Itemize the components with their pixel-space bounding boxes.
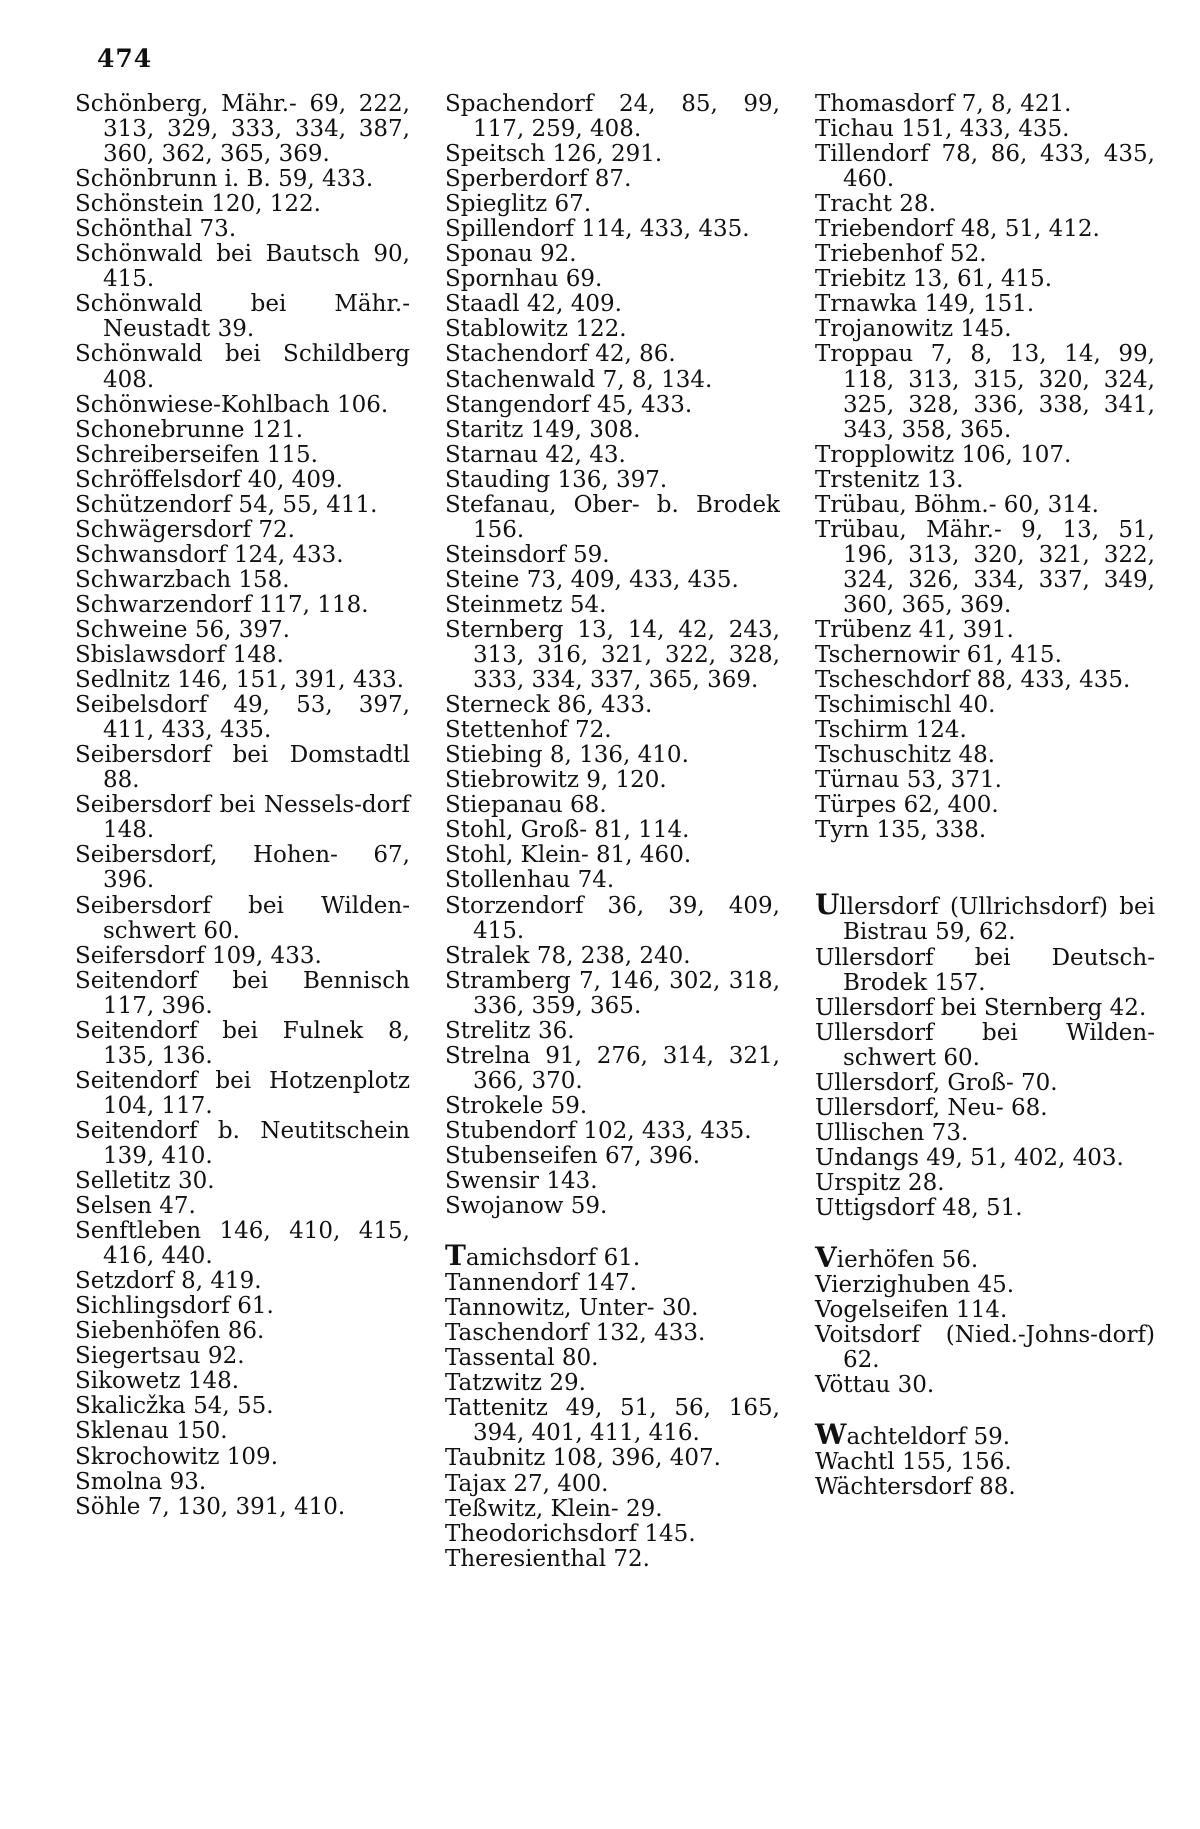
section-initial: W [815, 1418, 847, 1452]
index-entry: Teßwitz, Klein- 29. [445, 1495, 663, 1522]
index-entry: Setzdorf 8, 419. [75, 1268, 262, 1295]
index-entry: Ullersdorf, Groß- 70. [815, 1069, 1058, 1096]
index-entry: Schwarzbach 158. [75, 566, 290, 593]
index-entry: Seibersdorf bei Wilden-schwert 60. [75, 892, 410, 944]
index-entry: Strokele 59. [445, 1092, 588, 1119]
section-initial: U [815, 888, 840, 922]
index-entry: Stralek 78, 238, 240. [445, 942, 691, 969]
index-entry: Triebendorf 48, 51, 412. [815, 216, 1100, 243]
index-entry: Ullersdorf bei Deutsch-Brodek 157. [815, 944, 1155, 996]
index-entry: Vöttau 30. [815, 1372, 935, 1399]
index-entry: Türnau 53, 371. [815, 767, 1002, 794]
index-entry: Schönthal 73. [75, 216, 237, 243]
section-gap [815, 843, 1155, 868]
index-entry: Swojanow 59. [445, 1193, 608, 1220]
section-gap [815, 868, 1155, 893]
index-entry: Stefanau, Ober- b. Brodek 156. [445, 491, 780, 543]
index-entry: Undangs 49, 51, 402, 403. [815, 1144, 1124, 1171]
index-column-2 [445, 92, 780, 1572]
index-column-1 [75, 92, 410, 1520]
index-entry: Schröffelsdorf 40, 409. [75, 466, 343, 493]
section-gap [815, 1221, 1155, 1246]
index-entry: Selletitz 30. [75, 1168, 215, 1195]
index-entry: Taschendorf 132, 433. [445, 1320, 706, 1347]
index-entry: Schönwiese-Kohlbach 106. [75, 391, 389, 418]
index-entry: Wächtersdorf 88. [815, 1474, 1016, 1501]
index-entry: Tamichsdorf 61. [445, 1239, 641, 1273]
index-entry: Spillendorf 114, 433, 435. [445, 216, 750, 243]
index-entry: Ullischen 73. [815, 1119, 969, 1146]
index-entry: Trübenz 41, 391. [815, 616, 1014, 643]
index-entry: Stachendorf 42, 86. [445, 341, 676, 368]
index-entry: Seitendorf bei Bennisch 117, 396. [75, 967, 410, 1019]
index-entry: Ullersdorf bei Sternberg 42. [815, 994, 1147, 1021]
index-entry: Stiepanau 68. [445, 792, 607, 819]
index-column-3 [815, 92, 1155, 1500]
index-entry: Steinsdorf 59. [445, 541, 610, 568]
index-entry: Tattenitz 49, 51, 56, 165, 394, 401, 411, 416. [445, 1395, 780, 1447]
index-entry: Ullersdorf (Ullrichsdorf) bei Bistrau 59, 62. [815, 888, 1155, 946]
index-entry: Siebenhöfen 86. [75, 1318, 265, 1345]
index-entry: Tropplowitz 106, 107. [815, 441, 1072, 468]
index-entry: Sklenau 150. [75, 1418, 228, 1445]
index-entry: Tassental 80. [445, 1345, 599, 1372]
index-entry: Theodorichsdorf 145. [445, 1520, 696, 1547]
index-entry: Tracht 28. [815, 191, 936, 218]
index-entry: Stiebrowitz 9, 120. [445, 767, 667, 794]
index-entry: Stohl, Klein- 81, 460. [445, 842, 692, 869]
index-entry: Stohl, Groß- 81, 114. [445, 817, 690, 844]
index-entry: Seibersdorf bei Domstadtl 88. [75, 742, 410, 794]
index-entry: Swensir 143. [445, 1168, 598, 1195]
index-entry: Siegertsau 92. [75, 1343, 245, 1370]
index-entry: Sponau 92. [445, 241, 577, 268]
index-entry: Trnawka 149, 151. [815, 291, 1035, 318]
index-entry: Storzendorf 36, 39, 409, 415. [445, 892, 780, 944]
index-entry: Seitendorf bei Hotzenplotz 104, 117. [75, 1067, 410, 1119]
page-number: 474 [97, 44, 153, 73]
index-entry: Stiebing 8, 136, 410. [445, 742, 689, 769]
index-entry: Stachenwald 7, 8, 134. [445, 366, 713, 393]
index-entry: Tschimischl 40. [815, 692, 996, 719]
index-entry: Skalicžka 54, 55. [75, 1393, 274, 1420]
index-entry: Söhle 7, 130, 391, 410. [75, 1493, 346, 1520]
index-entry: Schonebrunne 121. [75, 416, 304, 443]
index-entry: Vierhöfen 56. [815, 1241, 979, 1275]
index-entry: Troppau 7, 8, 13, 14, 99, 118, 313, 315, 320, 324, 325, 328, 336, 338, 341, 343, 358, 365. [815, 341, 1155, 443]
index-entry: Schwägersdorf 72. [75, 516, 295, 543]
index-entry: Steine 73, 409, 433, 435. [445, 566, 739, 593]
index-entry: Schönstein 120, 122. [75, 191, 321, 218]
index-entry: Schönwald bei Schildberg 408. [75, 341, 410, 393]
index-entry: Stablowitz 122. [445, 316, 627, 343]
index-entry: Staritz 149, 308. [445, 416, 641, 443]
index-entry: Stollenhau 74. [445, 867, 615, 894]
index-entry: Tschernowir 61, 415. [815, 642, 1062, 669]
index-entry: Staadl 42, 409. [445, 291, 622, 318]
section-gap [815, 1398, 1155, 1423]
index-entry: Sichlingsdorf 61. [75, 1293, 274, 1320]
index-entry: Trübau, Mähr.- 9, 13, 51, 196, 313, 320, 321, 322, 324, 326, 334, 337, 349, 360, 365, 369. [815, 516, 1155, 618]
index-entry: Smolna 93. [75, 1468, 207, 1495]
index-entry: Sperberdorf 87. [445, 166, 632, 193]
index-entry: Trojanowitz 145. [815, 316, 1012, 343]
index-entry: Tajax 27, 400. [445, 1470, 609, 1497]
index-entry: Sikowetz 148. [75, 1368, 240, 1395]
index-entry: Starnau 42, 43. [445, 441, 626, 468]
index-entry: Thomasdorf 7, 8, 421. [815, 91, 1072, 117]
index-entry: Vierzighuben 45. [815, 1272, 1015, 1299]
index-entry: Tannowitz, Unter- 30. [445, 1295, 699, 1322]
index-entry: Tillendorf 78, 86, 433, 435, 460. [815, 141, 1155, 193]
index-entry: Schweine 56, 397. [75, 616, 290, 643]
index-entry: Tannendorf 147. [445, 1270, 637, 1297]
index-entry: Trstenitz 13. [815, 466, 964, 493]
index-entry: Türpes 62, 400. [815, 792, 999, 819]
index-entry: Uttigsdorf 48, 51. [815, 1194, 1023, 1221]
index-entry: Seibelsdorf 49, 53, 397, 411, 433, 435. [75, 692, 410, 744]
index-entry: Stauding 136, 397. [445, 466, 668, 493]
index-entry: Triebenhof 52. [815, 241, 987, 268]
index-entry: Spachendorf 24, 85, 99, 117, 259, 408. [445, 91, 780, 143]
index-entry: Schreiberseifen 115. [75, 441, 318, 468]
index-entry: Vogelseifen 114. [815, 1297, 1008, 1324]
index-entry: Stubenseifen 67, 396. [445, 1142, 701, 1169]
index-entry: Stettenhof 72. [445, 717, 612, 744]
index-entry: Schönwald bei Bautsch 90, 415. [75, 241, 410, 293]
index-entry: Schützendorf 54, 55, 411. [75, 491, 378, 518]
index-entry: Strelna 91, 276, 314, 321, 366, 370. [445, 1042, 780, 1094]
index-entry: Urspitz 28. [815, 1169, 945, 1196]
index-entry: Sedlnitz 146, 151, 391, 433. [75, 667, 405, 694]
index-entry: Ullersdorf bei Wilden-schwert 60. [815, 1019, 1155, 1071]
index-entry: Taubnitz 108, 396, 407. [445, 1445, 721, 1472]
index-entry: Trübau, Böhm.- 60, 314. [815, 491, 1099, 518]
index-entry: Schwansdorf 124, 433. [75, 541, 344, 568]
index-entry: Tatzwitz 29. [445, 1370, 586, 1397]
section-gap [445, 1219, 780, 1244]
index-entry: Ullersdorf, Neu- 68. [815, 1094, 1048, 1121]
section-initial: V [815, 1241, 837, 1275]
index-entry: Tichau 151, 433, 435. [815, 116, 1070, 143]
index-entry: Seibersdorf bei Nessels-dorf 148. [75, 792, 410, 844]
index-entry: Sterneck 86, 433. [445, 692, 653, 719]
index-entry: Stangendorf 45, 433. [445, 391, 693, 418]
index-entry: Wachtl 155, 156. [815, 1449, 1012, 1476]
index-entry: Senftleben 146, 410, 415, 416, 440. [75, 1218, 410, 1270]
index-entry: Schönwald bei Mähr.-Neustadt 39. [75, 291, 410, 343]
index-entry: Seitendorf bei Fulnek 8, 135, 136. [75, 1017, 410, 1069]
index-entry: Tscheschdorf 88, 433, 435. [815, 667, 1131, 694]
index-entry: Selsen 47. [75, 1193, 196, 1220]
index-entry: Steinmetz 54. [445, 591, 607, 618]
index-entry: Schwarzendorf 117, 118. [75, 591, 369, 618]
index-entry: Spornhau 69. [445, 266, 603, 293]
section-initial: T [445, 1239, 466, 1273]
index-entry: Strelitz 36. [445, 1017, 575, 1044]
index-entry: Seitendorf b. Neutitschein 139, 410. [75, 1117, 410, 1169]
index-entry: Tschuschitz 48. [815, 742, 996, 769]
index-entry: Speitsch 126, 291. [445, 141, 663, 168]
index-entry: Stubendorf 102, 433, 435. [445, 1117, 752, 1144]
index-entry: Sbislawsdorf 148. [75, 642, 284, 669]
index-entry: Skrochowitz 109. [75, 1443, 279, 1470]
index-entry: Schönberg, Mähr.- 69, 222, 313, 329, 333, 334, 387, 360, 362, 365, 369. [75, 91, 410, 168]
index-entry: Tyrn 135, 338. [815, 817, 987, 844]
index-entry: Seibersdorf, Hohen- 67, 396. [75, 842, 410, 894]
index-entry: Triebitz 13, 61, 415. [815, 266, 1053, 293]
index-entry: Wachteldorf 59. [815, 1418, 1011, 1452]
index-entry: Theresienthal 72. [445, 1545, 650, 1572]
index-entry: Spieglitz 67. [445, 191, 592, 218]
index-entry: Tschirm 124. [815, 717, 967, 744]
index-entry: Sternberg 13, 14, 42, 243, 313, 316, 321, 322, 328, 333, 334, 337, 365, 369. [445, 616, 780, 694]
index-entry: Seifersdorf 109, 433. [75, 942, 322, 969]
index-entry: Stramberg 7, 146, 302, 318, 336, 359, 365. [445, 967, 780, 1019]
index-entry: Voitsdorf (Nied.-Johns-dorf) 62. [815, 1322, 1155, 1374]
index-entry: Schönbrunn i. B. 59, 433. [75, 166, 374, 193]
